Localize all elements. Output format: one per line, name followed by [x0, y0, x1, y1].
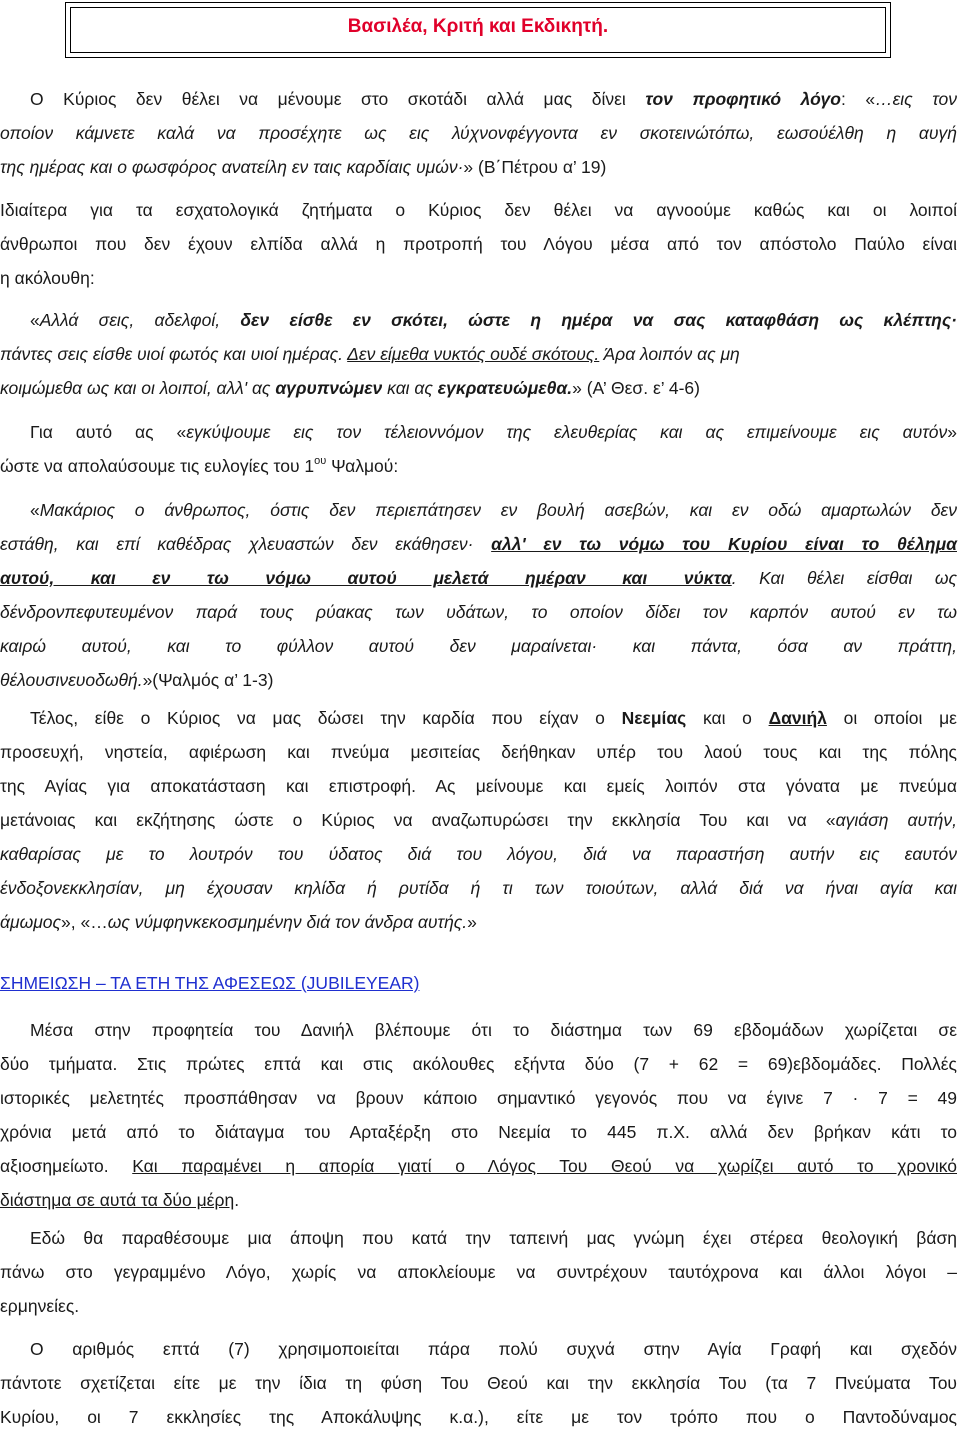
text-line	[0, 803, 957, 837]
text-line	[0, 337, 957, 371]
quote-text: Αλλά σεις, αδελφοί,	[39, 310, 241, 330]
underlined-text: Δεν είμεθα νυκτός ουδέ σκότους.	[347, 344, 600, 364]
text-line	[0, 1149, 957, 1183]
text-line: πάνω στο γεγραμμένο Λόγο, χωρίς να αποκλείουμε να συντρέχουν ταυτόχρονα και άλλοι λόγοι –	[0, 1262, 957, 1282]
text-line	[0, 663, 957, 697]
note-heading: ΣΗΜΕΙΩΣΗ – ΤΑ ΕΤΗ ΤΗΣ ΑΦΕΣΕΩΣ (JUBILEYEAR)	[0, 973, 420, 993]
text-line	[0, 527, 957, 561]
quote-text: εστάθη, και επί καθέδρας χλευαστών δεν εκάθησεν·	[0, 534, 492, 554]
title-frame-inner	[70, 7, 886, 53]
paragraph-psalm-quote	[0, 493, 957, 697]
quote-text: αγιάση αυτήν,	[835, 810, 957, 830]
paragraph-eschatology	[0, 193, 957, 295]
text-line: Ιδιαίτερα για τα εσχατολογικά ζητήματα ο Κύριος δεν θέλει να αγνοούμε καθώς και οι λοιποί	[0, 200, 957, 220]
paragraph-thessalonians-quote	[0, 303, 957, 405]
underlined-emphasis-text: Δανιήλ	[768, 708, 827, 728]
text-line: ερμηνείες.	[0, 1296, 80, 1316]
text-line: η ακόλουθη:	[0, 268, 95, 288]
emphasis-text: εγκρατευώμεθα.	[437, 378, 573, 398]
citation-text: »(Ψαλμός α’ 1-3)	[142, 670, 274, 690]
text-run: αξιοσημείωτο.	[0, 1156, 133, 1176]
text-line	[0, 701, 957, 735]
text-line	[0, 415, 957, 449]
emphasis-text: αγρυπνώμεν	[275, 378, 383, 398]
quote-text: καιρώ αυτού, και το φύλλον αυτού δεν μαραίνεται· και πάντα, όσα αν πράττη,	[0, 636, 957, 656]
quote-text: οποίον κάμνετε καλά να προσέχητε ως εις λύχνονφέγγοντα εν σκοτεινώτόπω, εωσούέλθη η αυγή	[0, 123, 957, 143]
quote-text: κοιμώμεθα ως και οι λοιποί, αλλ' ας	[0, 378, 276, 398]
text-run: », «…	[61, 912, 108, 932]
paragraph-prophetic-word	[0, 82, 957, 184]
quote-text: . Και θέλει είσθαι ως	[731, 568, 957, 588]
paragraph-perfect-law	[0, 415, 957, 483]
text-line	[0, 493, 957, 527]
title-frame	[65, 2, 891, 58]
text-line: δύο τμήματα. Στις πρώτες επτά και στις ακόλουθες εξήντα δύο (7 + 62 = 69)εβδομάδες. Πολλές	[0, 1054, 957, 1074]
quote-text: δένδρονπεφυτευμένον παρά τους ρύακας των υδάτων, το οποίον δίδει τον καρπόν αυτού εν τω	[0, 602, 957, 622]
emphasis-text: δεν είσθε εν σκότει, ώστε η ημέρα να σας καταφθάση ως κλέπτης·	[240, 310, 957, 330]
quote-text: της ημέρας και ο φωσφόρος ανατείλη εν ταις καρδίαις υμών·	[0, 157, 464, 177]
text-line: Ο αριθμός επτά (7) χρησιμοποιείται πάρα πολύ συχνά στην Αγία Γραφή και σχεδόν	[30, 1339, 957, 1359]
text-run: : «	[840, 89, 876, 109]
underlined-text: Και παραμένει η απορία γιατί ο Λόγος Του Θεού να χωρίζει αυτό το χρονικό	[132, 1156, 957, 1176]
text-run: ώστε να απολαύσουμε τις ευλογίες του 1	[0, 456, 315, 476]
text-run: »	[947, 422, 957, 442]
text-line: ιστορικές μελετητές προσπάθησαν να βρουν κάποιο σημαντικό γεγονός που να έγινε 7 · 7 = 49	[0, 1088, 957, 1108]
paragraph-view	[0, 1221, 957, 1323]
quote-text: ένδοξονεκκλησίαν, μη έχουσαν κηλίδα ή ρυτίδα ή τι των τοιούτων, αλλά διά να ήναι αγία και	[0, 878, 957, 898]
note-section	[0, 966, 957, 1000]
underlined-emphasis-text: αλλ' εν τω νόμω του Κυρίου είναι το θέλημα	[491, 534, 957, 554]
text-line: Μέσα στην προφητεία του Δανιήλ βλέπουμε ότι το διάστημα των 69 εβδομάδων χωρίζεται σε	[30, 1020, 957, 1040]
quote-text: θέλουσινευοδωθή.	[0, 670, 143, 690]
citation-text: » (Β΄Πέτρου α’ 19)	[463, 157, 607, 177]
text-run: Ψαλμού:	[326, 456, 399, 476]
text-line	[0, 82, 957, 116]
text-line	[0, 303, 957, 337]
paragraph-nehemiah-daniel	[0, 701, 957, 939]
text-line	[0, 1183, 957, 1217]
quote-text: Άρα λοιπόν ας μη	[599, 344, 740, 364]
citation-text: » (Α’ Θεσ. ε’ 4-6)	[572, 378, 700, 398]
paragraph-number-seven	[0, 1332, 957, 1434]
quote-text: ως νύμφηνκεκοσμημένην διά τον άνδρα αυτής.	[107, 912, 468, 932]
quote-text: άμωμος	[0, 912, 62, 932]
text-run: Για αυτό ας «	[30, 422, 187, 442]
quote-text: …εις τον	[875, 89, 957, 109]
text-run: «	[30, 310, 40, 330]
text-run: μετάνοιας και εκζήτησης ώστε ο Κύριος να αναζωπυρώσει την εκκλησία Του και να «	[0, 810, 836, 830]
text-line: χρόνια μετά από το διάταγμα του Αρταξέρξη στο Νεεμία το 445 π.Χ. αλλά δεν βρήκαν κάτι το	[0, 1122, 957, 1142]
text-line: άνθρωποι που δεν έχουν ελπίδα αλλά η προτροπή του Λόγου μέσα από τον απόστολο Παύλο είναι	[0, 234, 957, 254]
emphasis-text: Νεεμίας	[621, 708, 687, 728]
text-line: της Αγίας για αποκατάσταση και επιστροφή. Ας μείνουμε και εμείς λοιπόν στα γόνατα με πνεύμα	[0, 776, 957, 796]
document-title: Βασιλέα, Κριτή και Εκδικητή.	[347, 16, 609, 37]
text-line	[0, 905, 957, 939]
text-line: πάντοτε σχετίζεται είτε με την ίδια τη φύση Του Θεού και την εκκλησία Του (τα 7 Πνεύματα Του	[0, 1373, 957, 1393]
paragraph-69-weeks	[0, 1013, 957, 1217]
underlined-text: διάστημα σε αυτά τα δύο μέρη	[0, 1190, 235, 1210]
text-line: Κυρίου, οι 7 εκκλησίες της Αποκάλυψης κ.α.), είτε με τον τρόπο που ο Παντοδύναμος	[0, 1407, 957, 1427]
underlined-emphasis-text: αυτού, και εν τω νόμω αυτού μελετά ημέραν και νύκτα	[0, 568, 732, 588]
text-run: Ο Κύριος δεν θέλει να μένουμε στο σκοτάδι αλλά μας δίνει	[30, 89, 646, 109]
emphasis-text: τον προφητικό λόγο	[645, 89, 841, 109]
text-run: και ο	[686, 708, 769, 728]
text-line	[0, 561, 957, 595]
quote-text: εγκύψουμε εις τον τέλειοννόμον της ελευθερίας και ας επιμείνουμε εις αυτόν	[186, 422, 948, 442]
text-line	[0, 449, 957, 483]
quote-text: καθαρίσας με το λουτρόν του ύδατος διά του λόγου, διά να παραστήση αυτήν εις εαυτόν	[0, 844, 957, 864]
text-run: «	[30, 500, 40, 520]
quote-text: πάντες σεις είσθε υιοί φωτός και υιοί ημέρας.	[0, 344, 348, 364]
quote-text: Μακάριος ο άνθρωπος, όστις δεν περιεπάτησεν εν βουλή ασεβών, και εν οδώ αμαρτωλών δεν	[39, 500, 957, 520]
text-run: .	[234, 1190, 240, 1210]
text-line	[0, 371, 957, 405]
text-line: Εδώ θα παραθέσουμε μια άποψη που κατά την ταπεινή μας γνώμη έχει στέρεα θεολογική βάση	[30, 1228, 957, 1248]
text-line	[0, 150, 957, 184]
ordinal-superscript: ου	[314, 455, 327, 467]
quote-text: και ας	[382, 378, 438, 398]
text-run: οι οποίοι με	[826, 708, 957, 728]
text-line: προσευχή, νηστεία, αφιέρωση και πνεύμα μεσιτείας δεήθηκαν υπέρ του λαού τους και της πόλης	[0, 742, 957, 762]
text-run: Τέλος, είθε ο Κύριος να μας δώσει την καρδία που είχαν ο	[30, 708, 622, 728]
text-run: »	[467, 912, 477, 932]
